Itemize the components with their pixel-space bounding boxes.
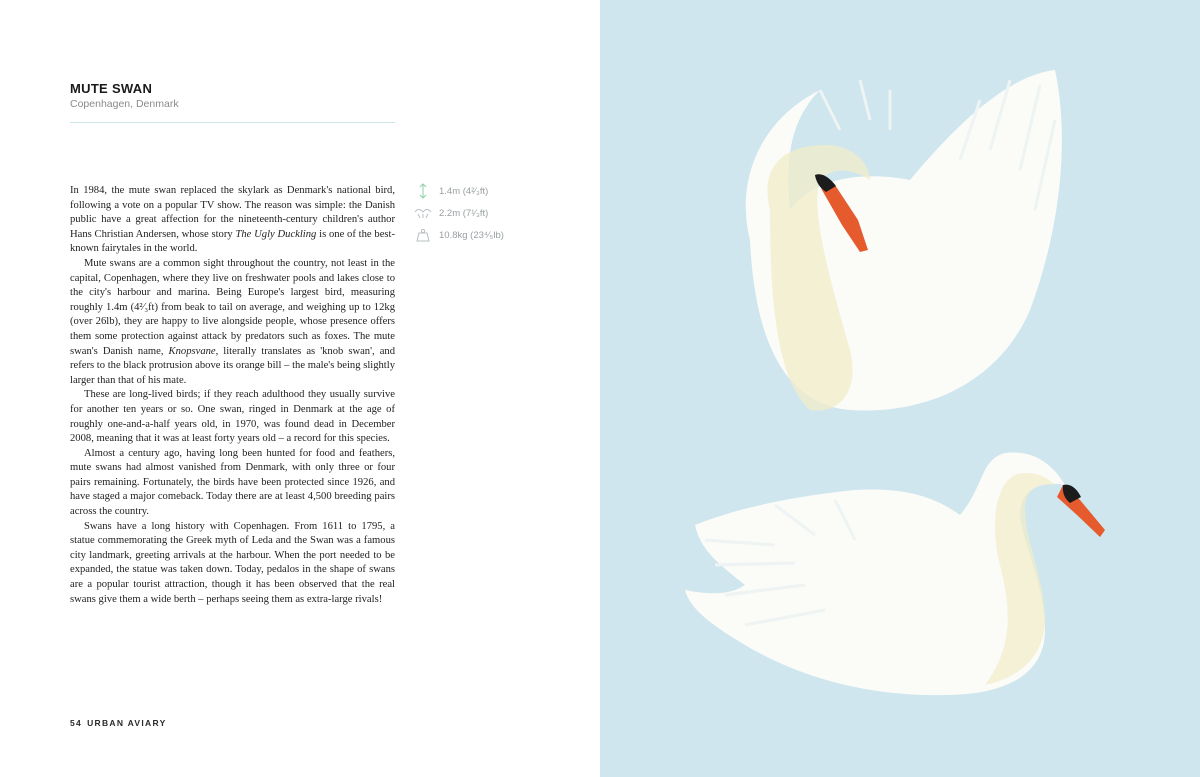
length-icon	[414, 182, 432, 200]
fact-wingspan	[414, 202, 534, 224]
paragraph-3: These are long-lived birds; if they reach adulthood they usually survive for another ten years or so. One swan, ringed in Denmark at the age of roughly one-and-a-half years old, in 1970, was found dead in December 2008, meaning that it was at least forty years old – a record for this species.	[70, 389, 395, 445]
swan-illustration-bottom	[685, 445, 1125, 705]
species-location: Copenhagen, Denmark	[70, 98, 179, 110]
paragraph-4: Almost a century ago, having long been hunted for food and feathers, mute swans had almost vanished from Denmark, with only three or four pairs remaining. Fortunately, the birds have been protected since 1926, and have staged a major comeback. Today there are at least 4,500 breeding pairs across the country.	[70, 447, 395, 518]
danish-name-italic: Knopsvane	[168, 345, 216, 357]
fact-length-value: 1.4m (4²⁄₃ft)	[439, 185, 489, 197]
article-body	[70, 184, 395, 607]
title-divider	[70, 122, 395, 123]
weight-icon	[414, 226, 432, 244]
illustration-panel	[600, 0, 1200, 777]
page-footer	[70, 718, 172, 728]
species-title: MUTE SWAN	[70, 81, 153, 96]
swan-illustration-top	[730, 60, 1070, 430]
page-number: 54	[70, 718, 83, 728]
fact-length	[414, 180, 534, 202]
paragraph-2: Mute swans are a common sight throughout the country, not least in the capital, Copenhagen, where they live on freshwater pools and lakes close to the city's harbour and marina. Being Europe's largest bird, measuring roughly 1.4m (4²⁄₃ft) from beak to tail on average, and weighing up to 12kg (over 26lb), they are happy to live alongside people, whose presence offers them some protection against attack by predators such as foxes. The mute swan's Danish name, Knopsvane, literally translates as 'knob swan', and refers to the black protrusion above its orange bill – the male's being slightly larger than that of his mate.	[70, 257, 395, 386]
fact-weight-value: 10.8kg (23⁴⁄₅lb)	[439, 229, 504, 241]
paragraph-5: Swans have a long history with Copenhagen. From 1611 to 1795, a statue commemorating the Greek myth of Leda and the Swan was a famous city landmark, greeting arrivals at the harbour. When the port needed to be expanded, the statue was taken down. Today, pedalos in the shape of swans are a popular tourist attraction, though it has been observed that the real swans give them a wide berth – perhaps seeing them as extra-large rivals!	[70, 520, 395, 605]
paragraph-1: In 1984, the mute swan replaced the skylark as Denmark's national bird, following a vote on a popular TV show. The reason was simple: the Danish public have a great affection for the nineteenth-century children's author Hans Christian Andersen, whose story The Ugly Duckling is one of the best-known fairytales in the world.	[70, 185, 395, 255]
book-title-italic: The Ugly Duckling	[235, 228, 317, 240]
fact-list	[414, 180, 534, 246]
fact-wingspan-value: 2.2m (7¹⁄₃ft)	[439, 207, 489, 219]
wingspan-icon	[414, 204, 432, 222]
running-book-title: URBAN AVIARY	[87, 718, 167, 728]
fact-weight	[414, 224, 534, 246]
